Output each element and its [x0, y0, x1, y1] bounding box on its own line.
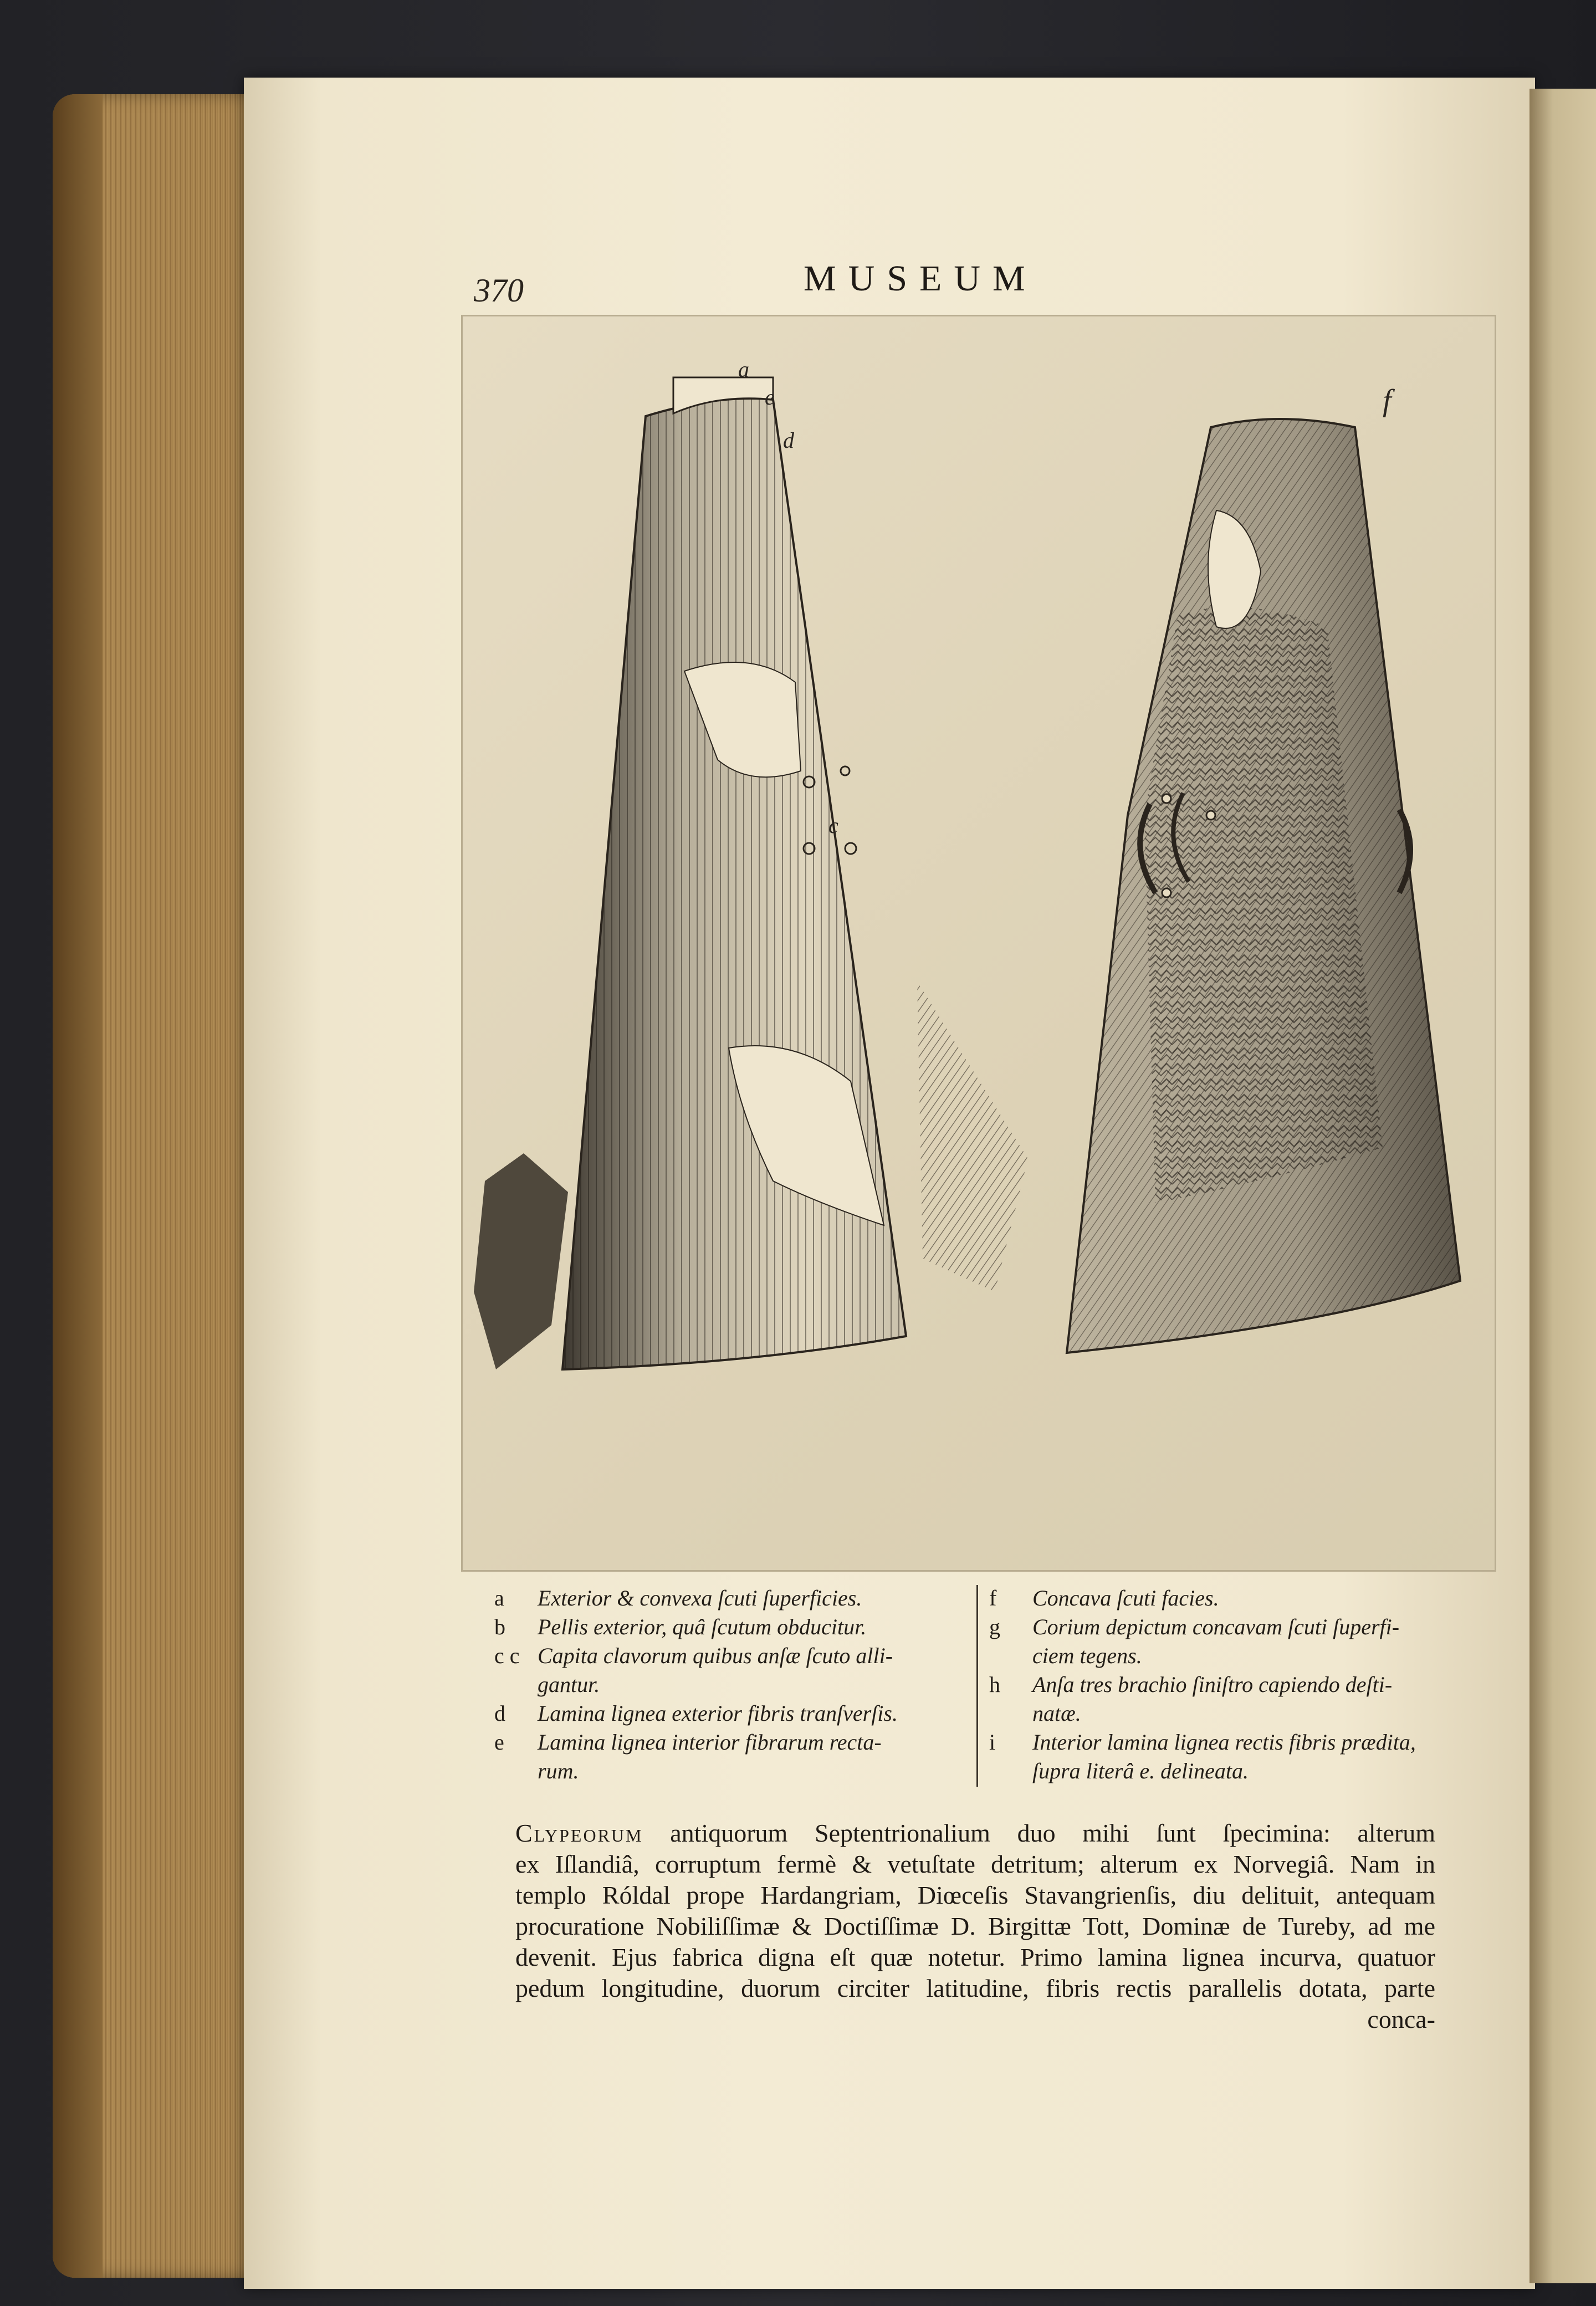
plate-label-a: a [738, 357, 749, 382]
body-line: ex Iſlandiâ, corruptum fermè & vetuſtate detritum; alterum ex Norvegiâ. Nam in [515, 1850, 1435, 1878]
plate-label-f: f [1383, 384, 1392, 418]
engraving-plate [461, 315, 1496, 1572]
body-line: procuratione Nobiliſſimæ & Doctiſſimæ D. Birgittæ Tott, Dominæ de Tureby, ad me [515, 1912, 1435, 1940]
lead-word: Clypeorum [515, 1819, 643, 1847]
body-paragraph [515, 1818, 1435, 2035]
facing-page-edge [1530, 89, 1596, 2283]
legend-item: i Interior lamina lignea rectis fibris prædita, [989, 1730, 1416, 1755]
legend-item: ſupra literâ e. delineata. [1032, 1758, 1249, 1783]
book-spine-edge [53, 94, 103, 2278]
legend-item: natæ. [1032, 1701, 1081, 1726]
legend-left-column [494, 1585, 965, 1787]
legend-item: h Anſa tres brachio ſiniſtro capiendo deſti- [989, 1672, 1393, 1697]
legend-item: f Concava ſcuti facies. [989, 1586, 1219, 1610]
page-number: 370 [474, 272, 524, 309]
legend-item: a Exterior & convexa ſcuti ſuperficies. [494, 1586, 862, 1610]
legend-item: rum. [538, 1758, 579, 1783]
body-line: Clypeorum antiquorum Septentrionalium duo mihi ſunt ſpecimina: alterum [515, 1819, 1435, 1847]
body-line: devenit. Ejus fabrica digna eſt quæ notetur. Primo lamina lignea incurva, quatuor [515, 1943, 1435, 1971]
legend-right-column [976, 1585, 1488, 1787]
legend-item: d Lamina lignea exterior fibris tranſverſis. [494, 1701, 898, 1726]
body-line: pedum longitudine, duorum circiter latitudine, fibris rectis parallelis dotata, parte [515, 1974, 1435, 2002]
catchword: conca- [1367, 2005, 1435, 2033]
body-line: templo Róldal prope Hardangriam, Diœceſis Stavangrienſis, diu delituit, antequam [515, 1881, 1435, 1909]
plate-label-e: e [765, 385, 775, 410]
legend-item: b Pellis exterior, quâ ſcutum obducitur. [494, 1614, 867, 1639]
legend-item: e Lamina lignea interior fibrarum recta- [494, 1730, 882, 1755]
running-title: MUSEUM [804, 258, 1037, 299]
legend-item: ciem tegens. [1032, 1643, 1142, 1668]
legend-item: g Corium depictum concavam ſcuti ſuperfi- [989, 1614, 1400, 1639]
legend-item: c c Capita clavorum quibus anſæ ſcuto alli- [494, 1643, 893, 1668]
plate-label-d: d [783, 428, 794, 453]
plate-label-c: c [828, 813, 838, 838]
figure-legend [494, 1585, 1459, 1796]
engraving-illustration [463, 316, 1495, 1570]
legend-item: gantur. [538, 1672, 600, 1697]
